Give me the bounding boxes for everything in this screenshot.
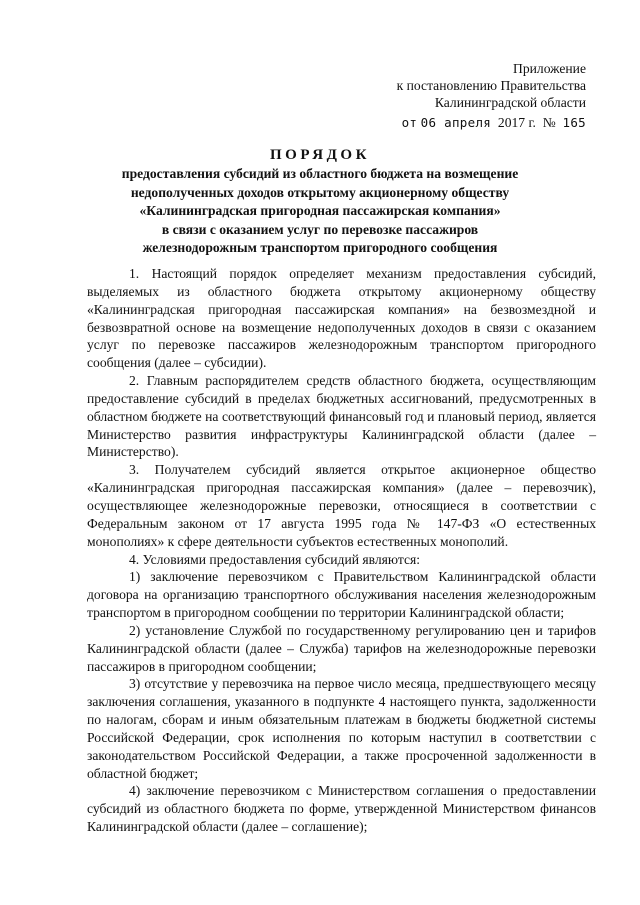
appendix-region: Калининградской области xyxy=(434,95,586,111)
title-subtitle-line: железнодорожным транспортом пригородного сообщения xyxy=(142,240,498,256)
document-number: 165 xyxy=(562,114,586,130)
title-subtitle-line: «Калининградская пригородная пассажирская компания» xyxy=(139,203,501,219)
document-body xyxy=(87,265,596,836)
date-prefix: от xyxy=(401,114,418,130)
paragraph-1: 1. Настоящий порядок определяет механизм предоставления субсидий, выделяемых из областного бюджета открытому акционерному обществу «Калининградская пригородная пассажирская компания» на безвозмездной и безвозвратной основе на возмещение недополученных доходов в связи с оказанием услуг по перевозке пассажиров железнодорожным транспортом пригородного сообщения (далее – субсидии). xyxy=(87,266,596,371)
appendix-label: Приложение xyxy=(513,61,586,76)
number-sign: № xyxy=(542,114,556,130)
appendix-reference: к постановлению Правительства xyxy=(396,78,586,94)
paragraph-4: 4. Условиями предоставления субсидий являются: xyxy=(129,551,421,567)
appendix-header xyxy=(350,60,586,131)
subitem-1: 1) заключение перевозчиком с Правительством Калининградской области договора на организацию транспортного обслуживания населения железнодорожным транспортом в пригородном сообщении по территории Калининградской области; xyxy=(87,569,596,621)
date-value: 06 апреля xyxy=(420,114,492,130)
appendix-date-line xyxy=(350,114,586,131)
subitem-3: 3) отсутствие у перевозчика на первое число месяца, предшествующего месяцу заключения соглашения, указанного в подпункте 4 настоящего пункта, задолженности по налогам, сборам и иным обязательным платежам в бюджеты бюджетной системы Российской Федерации, срок исполнения по которым наступил в соответствии с законодательством Российской Федерации, а также просроченной задолженности в областной бюджет; xyxy=(87,676,596,781)
title-subtitle-line: в связи с оказанием услуг по перевозке пассажиров xyxy=(161,221,479,237)
subitem-2: 2) установление Службой по государственному регулированию цен и тарифов Калининградской области (далее – Служба) тарифов на железнодорожные перевозки пассажиров в пригородном сообщении; xyxy=(87,622,596,674)
title-subtitle-line: недополученных доходов открытому акционерному обществу xyxy=(130,184,510,200)
title-main: ПОРЯДОК xyxy=(270,147,370,163)
date-year: 2017 г. xyxy=(497,114,536,130)
paragraph-2: 2. Главным распорядителем средств областного бюджета, осуществляющим предоставление субсидий в пределах бюджетных ассигнований, предусмотренных в областном бюджете на соответствующий финансовый год и плановый период, является Министерство развития инфраструктуры Калининградской области (далее – Министерство). xyxy=(87,373,596,460)
paragraph-3: 3. Получателем субсидий является открытое акционерное общество «Калининградская пригородная пассажирская компания» (далее – перевозчик), осуществляющее железнодорожные перевозки, относящиеся в соответствии с Федеральным законом от 17 августа 1995 года № 147-ФЗ «О естественных монополиях» к сфере деятельности субъектов естественных монополий. xyxy=(87,462,596,549)
subitem-4: 4) заключение перевозчиком с Министерством соглашения о предоставлении субсидий из областного бюджета по форме, утвержденной Министерством финансов Калининградской области (далее – соглашение); xyxy=(87,783,596,835)
document-title xyxy=(60,145,580,258)
title-subtitle-line: предоставления субсидий из областного бюджета на возмещение xyxy=(121,166,519,181)
